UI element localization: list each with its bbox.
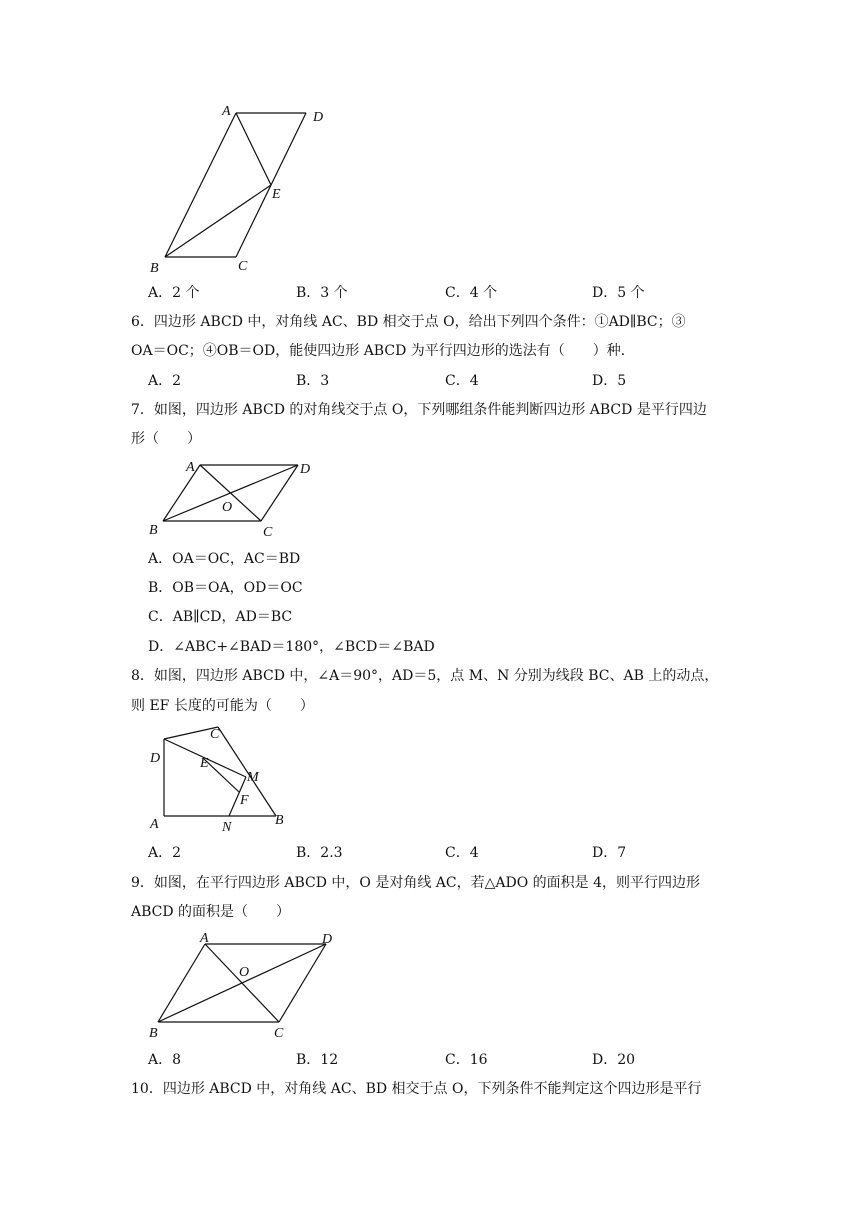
q8-option-a[interactable]: A．2: [148, 845, 182, 861]
q9-label-b: B: [149, 1026, 158, 1041]
q7-label-b: B: [149, 523, 158, 538]
q5-label-c: C: [238, 259, 248, 274]
q9-label-c: C: [274, 1026, 284, 1041]
q7-label-c: C: [263, 525, 273, 540]
q6-option-b[interactable]: B．3: [296, 373, 330, 389]
q7-stem-line1: 7．如图，四边形 ABCD 的对角线交于点 O，下列哪组条件能判断四边形 ABCD 是平行四边: [131, 402, 707, 418]
q5-label-e: E: [272, 187, 281, 202]
q9-figure: [140, 928, 350, 1043]
q8-label-d: D: [150, 751, 161, 766]
q6-option-d[interactable]: D．5: [592, 373, 627, 389]
q7-option-c[interactable]: C．AB∥CD，AD＝BC: [148, 609, 293, 625]
q9-stem-line2: ABCD 的面积是（ ）: [131, 904, 291, 920]
q5-option-a[interactable]: A．2 个: [148, 285, 200, 301]
q8-option-b[interactable]: B．2.3: [296, 845, 343, 861]
q8-label-c: C: [210, 727, 220, 742]
q9-option-b[interactable]: B．12: [296, 1052, 339, 1068]
q7-stem-line2: 形（ ）: [131, 431, 201, 447]
q6-stem-line1: 6．四边形 ABCD 中，对角线 AC、BD 相交于点 O，给出下列四个条件：①AD∥BC；③: [131, 314, 686, 330]
q8-label-m: M: [247, 770, 259, 785]
q8-label-f: F: [240, 793, 249, 808]
q5-option-d[interactable]: D．5 个: [592, 285, 645, 301]
q5-figure: [140, 95, 350, 280]
q8-label-b: B: [275, 813, 284, 828]
q10-stem-line1: 10．四边形 ABCD 中，对角线 AC、BD 相交于点 O，下列条件不能判定这个四边形是平行: [131, 1081, 702, 1097]
q9-option-a[interactable]: A．8: [148, 1052, 182, 1068]
q8-label-a: A: [150, 817, 159, 832]
q7-label-o: O: [222, 500, 233, 515]
q5-label-b: B: [150, 261, 159, 276]
q6-option-c[interactable]: C．4: [445, 373, 479, 389]
q7-label-a: A: [186, 460, 195, 475]
q8-figure: [140, 722, 300, 837]
q5-option-b[interactable]: B．3 个: [296, 285, 348, 301]
q9-option-d[interactable]: D．20: [592, 1052, 636, 1068]
q8-label-n: N: [222, 820, 232, 835]
q7-figure: [140, 455, 330, 545]
q9-label-o: O: [239, 965, 250, 980]
q7-option-b[interactable]: B．OB＝OA，OD＝OC: [148, 580, 303, 596]
q8-option-c[interactable]: C．4: [445, 845, 479, 861]
q7-label-d: D: [300, 462, 311, 477]
q9-stem-line1: 9．如图，在平行四边形 ABCD 中，O 是对角线 AC，若△ADO 的面积是 4，则平行四边形: [131, 875, 700, 891]
q8-stem-line2: 则 EF 长度的可能为（ ）: [131, 698, 314, 714]
q6-stem-line2: OA＝OC；④OB＝OD，能使四边形 ABCD 为平行四边形的选法有（ ）种．: [131, 343, 635, 359]
q9-option-c[interactable]: C．16: [445, 1052, 488, 1068]
q5-label-a: A: [222, 104, 231, 119]
q5-label-d: D: [313, 110, 324, 125]
q7-option-d[interactable]: D．∠ABC+∠BAD＝180°，∠BCD＝∠BAD: [148, 639, 435, 655]
q9-label-d: D: [322, 932, 333, 947]
q5-option-c[interactable]: C．4 个: [445, 285, 498, 301]
q8-stem-line1: 8．如图，四边形 ABCD 中，∠A＝90°，AD＝5，点 M、N 分别为线段 BC、AB 上的动点，: [131, 668, 719, 684]
q8-label-e: E: [200, 756, 209, 771]
q7-option-a[interactable]: A．OA＝OC，AC＝BD: [148, 551, 301, 567]
q9-label-a: A: [200, 931, 209, 946]
q6-option-a[interactable]: A．2: [148, 373, 182, 389]
q8-option-d[interactable]: D．7: [592, 845, 627, 861]
